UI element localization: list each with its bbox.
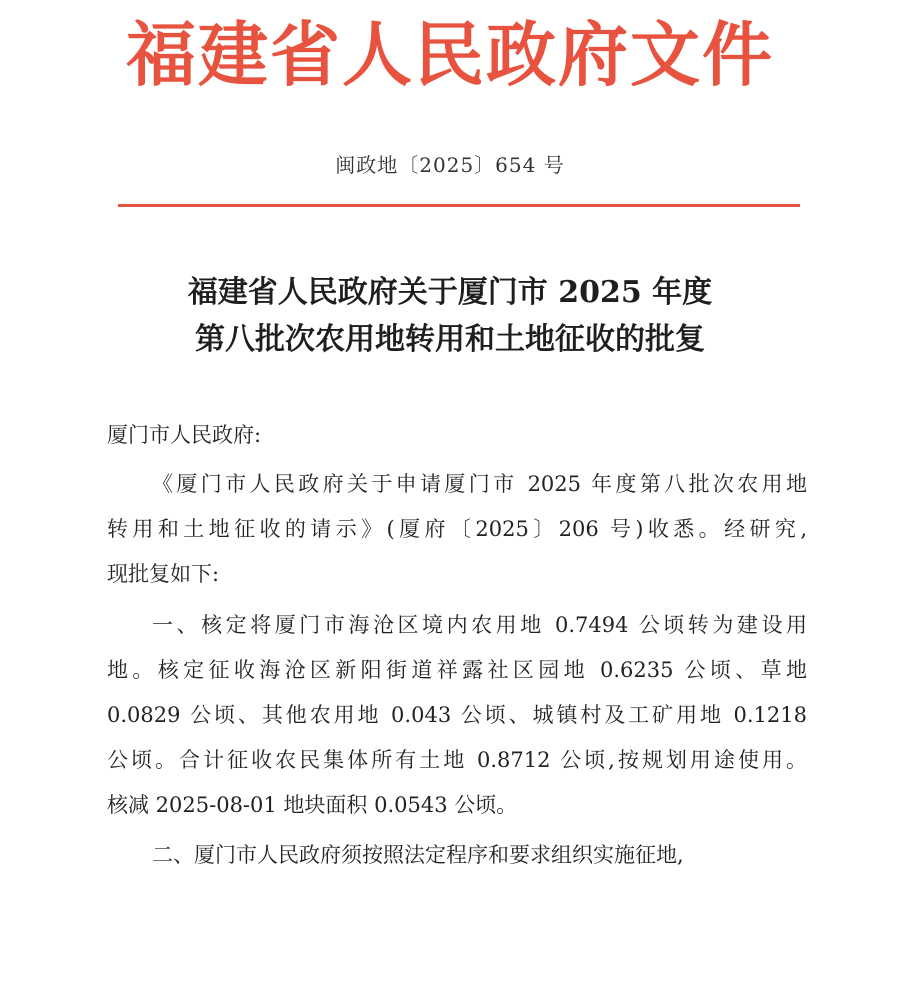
body-line-5: 地。核定征收海沧区新阳街道祥露社区园地 0.6235 公顷、草地 [107, 658, 807, 682]
body-line-6: 0.0829 公顷、其他农用地 0.043 公顷、城镇村及工矿用地 0.1218 [107, 703, 807, 727]
red-separator-line [118, 204, 800, 207]
body-line-2: 转用和土地征收的请示》(厦府〔2025〕206 号)收悉。经研究, [107, 517, 807, 541]
body-line-3: 现批复如下: [107, 562, 220, 586]
body-line-1: 《厦门市人民政府关于申请厦门市 2025 年度第八批次农用地 [152, 472, 807, 496]
addressee: 厦门市人民政府: [107, 423, 262, 447]
document-number: 闽政地〔2025〕654 号 [335, 153, 565, 177]
body-line-8: 核减 2025-08-01 地块面积 0.0543 公顷。 [107, 793, 518, 817]
document-title-line-2: 第八批次农用地转用和土地征收的批复 [195, 322, 705, 357]
body-line-7: 公顷。合计征收农民集体所有土地 0.8712 公顷,按规划用途使用。 [107, 748, 807, 772]
masthead-title: 福建省人民政府文件 [126, 13, 774, 96]
body-line-4: 一、核定将厦门市海沧区境内农用地 0.7494 公顷转为建设用 [152, 613, 807, 637]
body-line-9: 二、厦门市人民政府须按照法定程序和要求组织实施征地, [152, 843, 684, 867]
document-title-line-1: 福建省人民政府关于厦门市 2025 年度 [187, 275, 713, 310]
